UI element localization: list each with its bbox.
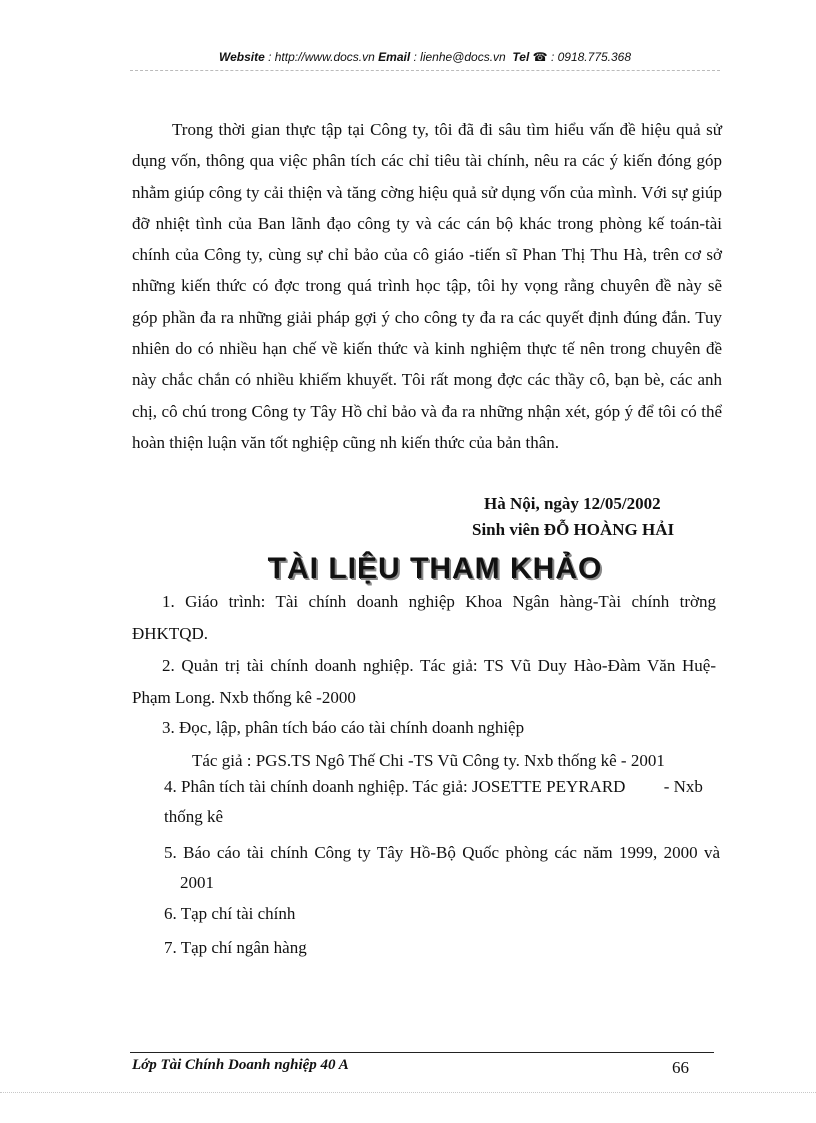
website-label: Website: [218, 50, 265, 64]
footer-divider: [130, 1052, 714, 1053]
acknowledgement-paragraph: [132, 114, 722, 458]
website-url[interactable]: : http://www.docs.vn: [264, 50, 375, 64]
page-number: 66: [672, 1058, 689, 1077]
header-divider: [130, 70, 720, 71]
reference-item-4: 4. Phân tích tài chính doanh nghiệp. Tác giả: JOSETTE PEYRARD - Nxb thống kê: [164, 777, 708, 826]
page-bottom-border: [0, 1092, 816, 1093]
reference-item-6: 6. Tạp chí tài chính: [164, 904, 296, 923]
tel-label: Tel: [512, 50, 530, 64]
tel-number: : 0918.775.368: [547, 50, 632, 64]
email-label: Email: [378, 50, 411, 64]
place-date: Hà Nội, ngày 12/05/2002: [484, 494, 661, 513]
reference-item-2: 2. Quản trị tài chính doanh nghiệp. Tác giả: TS Vũ Duy Hào-Đàm Văn Huệ-Phạm Long. Nxb thống kê -2000: [132, 656, 716, 707]
footer-class-name: Lớp Tài Chính Doanh nghiệp 40 A: [132, 1057, 349, 1073]
student-signature: Sinh viên ĐỖ HOÀNG HẢI: [472, 520, 675, 539]
email-address[interactable]: : lienhe@docs.vn: [410, 50, 506, 64]
references-title: TÀI LIỆU THAM KHẢO: [267, 552, 603, 585]
paragraph-text: Trong thời gian thực tập tại Công ty, tôi đã đi sâu tìm hiểu vấn đề hiệu quả sử dụng vốn, thông qua việc phân tích các chỉ tiêu tài chính, nêu ra các ý kiến đóng góp nhằm giúp công ty cải thiện và tăng cờng hiệu quả sử dụng vốn của mình. Với sự giúp đỡ nhiệt tình của Ban lãnh đạo công ty và các cán bộ khác trong phòng kế toán-tài chính của Công ty, cùng sự chỉ bảo của cô giáo -tiến sĩ Phan Thị Thu Hà, trên cơ sở những kiến thức có đợc trong quá trình học tập, tôi hy vọng rằng chuyên đề này sẽ góp phần đa ra những giải pháp gợi ý cho công ty đa ra các quyết định đúng đắn. Tuy nhiên do có nhiều hạn chế về kiến thức và kinh nghiệm thực tế nên trong chuyên đề này chắc chắn có nhiều khiếm khuyết. Tôi rất mong đợc các thầy cô, bạn bè, các anh chị, cô chú trong Công ty Tây Hồ chỉ bảo và đa ra những nhận xét, góp ý để tôi có thể hoàn thiện luận văn tốt nghiệp cũng nh kiến thức của bản thân.: [132, 120, 722, 452]
reference-item-1: 1. Giáo trình: Tài chính doanh nghiệp Khoa Ngân hàng-Tài chính trờng ĐHKTQD.: [132, 592, 716, 643]
site-header: [130, 50, 720, 64]
reference-item-5: 5. Báo cáo tài chính Công ty Tây Hồ-Bộ Quốc phòng các năm 1999, 2000 và 2001: [164, 843, 720, 892]
reference-item-3-author: Tác giả : PGS.TS Ngô Thế Chi -TS Vũ Công ty. Nxb thống kê - 2001: [192, 751, 665, 770]
phone-icon: ☎: [532, 50, 548, 64]
reference-item-7: 7. Tạp chí ngân hàng: [164, 938, 307, 957]
reference-item-3: 3. Đọc, lập, phân tích báo cáo tài chính doanh nghiệp: [162, 718, 525, 737]
